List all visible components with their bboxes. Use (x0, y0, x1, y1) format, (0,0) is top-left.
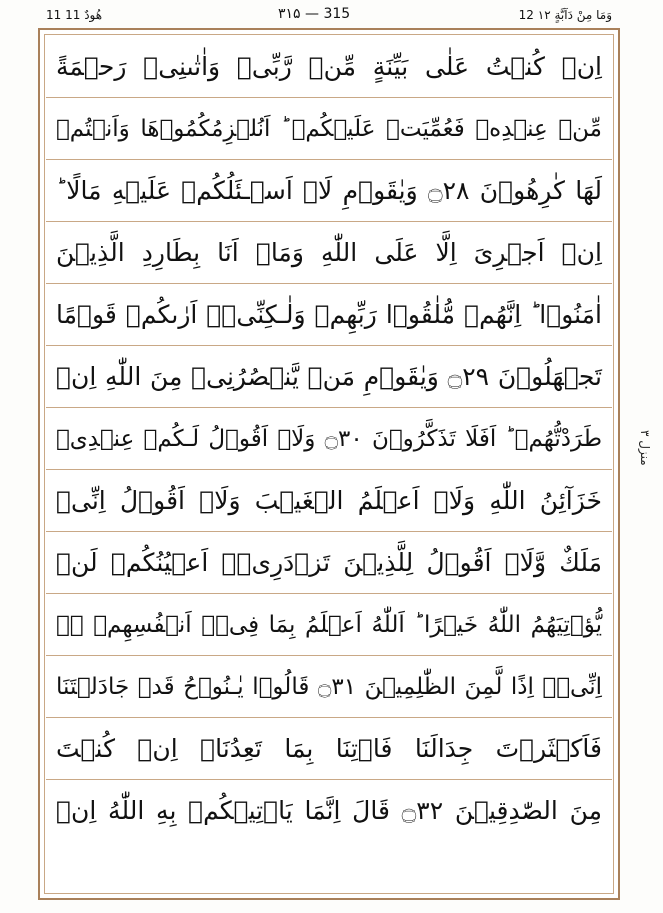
verse-line: تَجۡهَلُوۡنَ ۝۲۹ وَيٰقَوۡمِ مَنۡ يَّنۡصُرُنِىۡ مِنَ اللّٰهِ اِنۡ (46, 346, 612, 408)
verse-line: طَرَدْتُّهُمۡ ؕ اَفَلَا تَذَكَّرُوۡنَ ۝۳۰ وَلَاۤ اَقُوۡلُ لَـكُمۡ عِنۡدِىۡ (46, 408, 612, 470)
verse-line: لَهَا كٰرِهُوۡنَ ۝۲۸ وَيٰقَوۡمِ لَاۤ اَسۡـئَلُكُمۡ عَلَيۡهِ مَالًا ؕ (46, 160, 612, 222)
verse-line: خَزَآئِنُ اللّٰهِ وَلَاۤ اَعۡلَمُ الۡغَيۡبَ وَلَاۤ اَقُوۡلُ اِنِّىۡ (46, 470, 612, 532)
verse-line: فَاَكۡثَرۡتَ جِدَالَنَا فَاۡتِنَا بِمَا تَعِدُنَاۤ اِنۡ كُنۡتَ (46, 718, 612, 780)
surah-name: 11 هُودٌ 11 (46, 8, 103, 22)
verse-line: مِنَ الصّٰدِقِيۡنَ ۝۳۲ قَالَ اِنَّمَا يَاۡتِيۡكُمۡ بِهِ اللّٰهُ اِنۡ (56, 796, 602, 825)
manzil-marker: منزل ۳ (638, 430, 652, 466)
verse-line: مَلَكٌ وَّلَاۤ اَقُوۡلُ لِلَّذِيۡنَ تَزۡدَرِىۡۤ اَعۡيُنُكُمۡ لَنۡ (46, 532, 612, 594)
page-header (38, 4, 618, 26)
juz-name: 12 وَمَا مِنْ دَآبَّةٍ ۱۲ (518, 8, 612, 22)
verse-line: اِنۡ اَجۡرِىَ اِلَّا عَلَى اللّٰهِ وَمَاۤ اَنَا بِطَارِدِ الَّذِيۡنَ (46, 222, 612, 284)
verse-line: اِنِّىۡۤ اِذًا لَّمِنَ الظّٰلِمِيۡنَ ۝۳۱ قَالُوۡا يٰـنُوۡحُ قَدۡ جَادَلۡتَنَا (46, 656, 612, 718)
verse-line: مِّنۡ عِنۡدِهٖ فَعُمِّيَتۡ عَلَيۡكُمۡ ؕ اَنُلۡزِمُكُمُوۡهَا وَاَنۡتُمۡ (46, 98, 612, 160)
verse-line: اِنۡ كُنۡتُ عَلٰى بَيِّنَةٍ مِّنۡ رَّبِّىۡ وَاٰتٰٮنِىۡ رَحۡمَةً (46, 36, 612, 98)
page-number: ۳۱۵ — 315 (278, 6, 351, 22)
verse-line: يُّؤۡتِيَهُمُ اللّٰهُ خَيۡرًا ؕ اَللّٰهُ اَعۡلَمُ بِمَا فِىۡۤ اَنۡفُسِهِمۡ ۖۚ (46, 594, 612, 656)
verse-line: اٰمَنُوۡا ؕ اِنَّهُمۡ مُّلٰقُوۡا رَبِّهِمۡ وَلٰـكِنِّىۡۤ اَرٰٮكُمۡ قَوۡمًا (46, 284, 612, 346)
